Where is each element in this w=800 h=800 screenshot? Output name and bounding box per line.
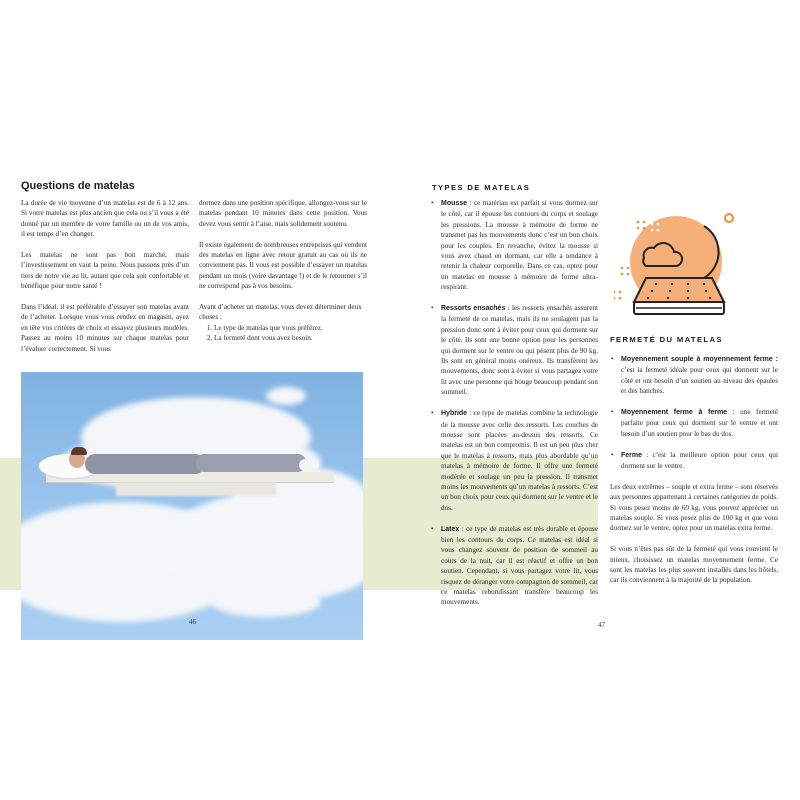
paragraph: Avant d’acheter un matelas, vous devez déterminer deux choses : xyxy=(199,303,362,322)
types-column xyxy=(430,198,598,618)
list-item: • Ressorts ensachés : les ressorts ensachés assurent la fermeté de ce matelas, mais ils ne soulagent pas la pression donc sont à éviter pour ceux qui dorment sur le côté. Ils sont une bonne option pour les personnes qui dorment sur le ventre ou qui pèsent plus de 90 kg. Ils sont en général moins onéreux. Ils transfèrent les mouvements, donc sont à éviter si vous partagez votre lit avec une personne qui bouge beaucoup pendant son sommeil. xyxy=(430,303,598,398)
list-item: 2. La fermeté dont vous avez besoin. xyxy=(214,333,367,343)
list-item: 1. Le type de matelas que vous préférez. xyxy=(214,323,367,333)
list-item: • Latex : ce type de matelas est très durable et épouse bien les contours du corps. Ce matelas est idéal si vous changez souvent de position de sommeil au cours de la nuit, car il est réactif et offre un bon soutien. Cependant, si vous partagez votre lit, vous risquez de déranger votre compagnon de sommeil, car ce matelas rebondissant transfère beaucoup les mouvements. xyxy=(430,524,598,608)
types-heading: TYPES DE MATELAS xyxy=(432,183,531,192)
list-item: • Hybride : ce type de matelas combine la technologie de la mousse avec celle des ressorts. Les couches de mousse sont placées au-dessus des ressorts. Ce matelas est un bon compromis. Il est un peu plus cher que le matelas à ressorts, mais plus abordable qu’un matelas à mémoire de forme. Il offre une fermeté modérée et soulage un peu la pression. Il transmet moins les mouvements qu’un matelas à ressorts. C’est un bon choix pour ceux qui dorment sur le ventre et le dos. xyxy=(430,408,598,513)
list-item: • Moyennement ferme à ferme : une fermeté parfaite pour ceux qui dorment sur le ventre et ont besoin d’un soutien pour le bas du dos. xyxy=(610,407,778,439)
mattress-moon-cloud-icon xyxy=(614,210,764,320)
cloud-shape xyxy=(266,387,306,405)
sleeper-feet xyxy=(299,459,319,471)
paragraph: Dans l’idéal, il est préférable d’essayer son matelas avant de l’acheter. Lorsque vous vous rendez en magasin, ayez en tête vos critères de choix et essayez plusieurs modèles. Passez au moins 10 minutes sur chaque matelas pour l’évaluer correctement. Si vous xyxy=(21,303,189,353)
firmness-list xyxy=(610,354,778,471)
page-number-left: 46 xyxy=(189,618,196,626)
page-number-right: 47 xyxy=(598,621,605,629)
paragraph: Il existe également de nombreuses entreprises qui vendent des matelas en ligne avec retour gratuit au cas où ils ne conviennent pas. Il vous est possible d’essayer un matelas pendant un mois (voire davantage !) et de le retourner s’il ne correspond pas à vos besoins. xyxy=(199,240,367,291)
left-column-2 xyxy=(199,198,367,344)
paragraph: dormez dans une position spécifique, allongez-vous sur le matelas pendant 10 minutes dans cette position. Vous devez vous sentir à l’aise, mais solidement soutenu. xyxy=(199,199,367,228)
list-item: • Moyennement souple à moyennement ferme : c’est la fermeté idéale pour ceux qui dorment sur le côté et ont besoin d’un soutien au niveau des épaules et des hanches. xyxy=(610,354,778,397)
sleeping-man-on-cloud-photo xyxy=(21,372,363,640)
list-item: • Ferme : c’est la meilleure option pour ceux qui dorment sur le ventre. xyxy=(610,450,778,472)
paragraph: Les deux extrêmes – souple et extra ferme – sont réservés aux personnes appartenant à certaines catégories de poids. Si vous pesez moins de 60 kg, vous pouvez apprécier un matelas souple. Si vous pesez plus de 100 kg et que vous dormez sur le ventre, optez pour un matelas extra ferme. xyxy=(610,482,778,533)
firmness-column xyxy=(610,354,778,596)
left-column-1 xyxy=(21,198,189,364)
small-ring xyxy=(725,214,733,222)
cloud-shape xyxy=(211,587,321,617)
cloud-shape xyxy=(41,572,191,612)
sleeper-torso xyxy=(85,454,205,474)
sleeper-legs xyxy=(196,454,306,472)
section-title: Questions de matelas xyxy=(21,180,135,192)
mattress-side xyxy=(116,482,276,496)
paragraph: La durée de vie moyenne d’un matelas est de 6 à 12 ans. Si votre matelas est plus ancien que cela ou s’il vous a été donné par un membre de votre famille ou un de vos amis, il est temps d’en changer. xyxy=(21,199,189,239)
paragraph: Les matelas ne sont pas bon marché, mais l’investissement en vaut la peine. Nous passons près d’un tiers de notre vie au lit, autant que cela soit confortable et bénéfique pour notre santé ! xyxy=(21,251,189,291)
sleeper-hair xyxy=(71,447,87,455)
list-item: • Mousse : ce matériau est parfait si vous dormez sur le côté, car il épouse les contours du corps et soulage les pressions. La mousse à mémoire de forme ne transmet pas les mouvements donc c’est un bon choix pour les couples. En revanche, évitez la mousse si vous avez chaud en dormant, car elle a tendance à retenir la chaleur corporelle. Dans ce cas, optez pour un matelas en mousse à mémoire de forme ultra-respirant. xyxy=(430,198,598,293)
numbered-list xyxy=(199,323,367,344)
paragraph: Si vous n’êtes pas sûr de la fermeté qui vous convient le mieux, choisissez un matelas moyennement ferme. Ce sont les matelas les plus souvent installés dans les hôtels, car ils conviennent à la majorité de la population. xyxy=(610,545,778,585)
firmness-heading: FERMETÉ DU MATELAS xyxy=(610,335,723,344)
types-list xyxy=(430,198,598,608)
